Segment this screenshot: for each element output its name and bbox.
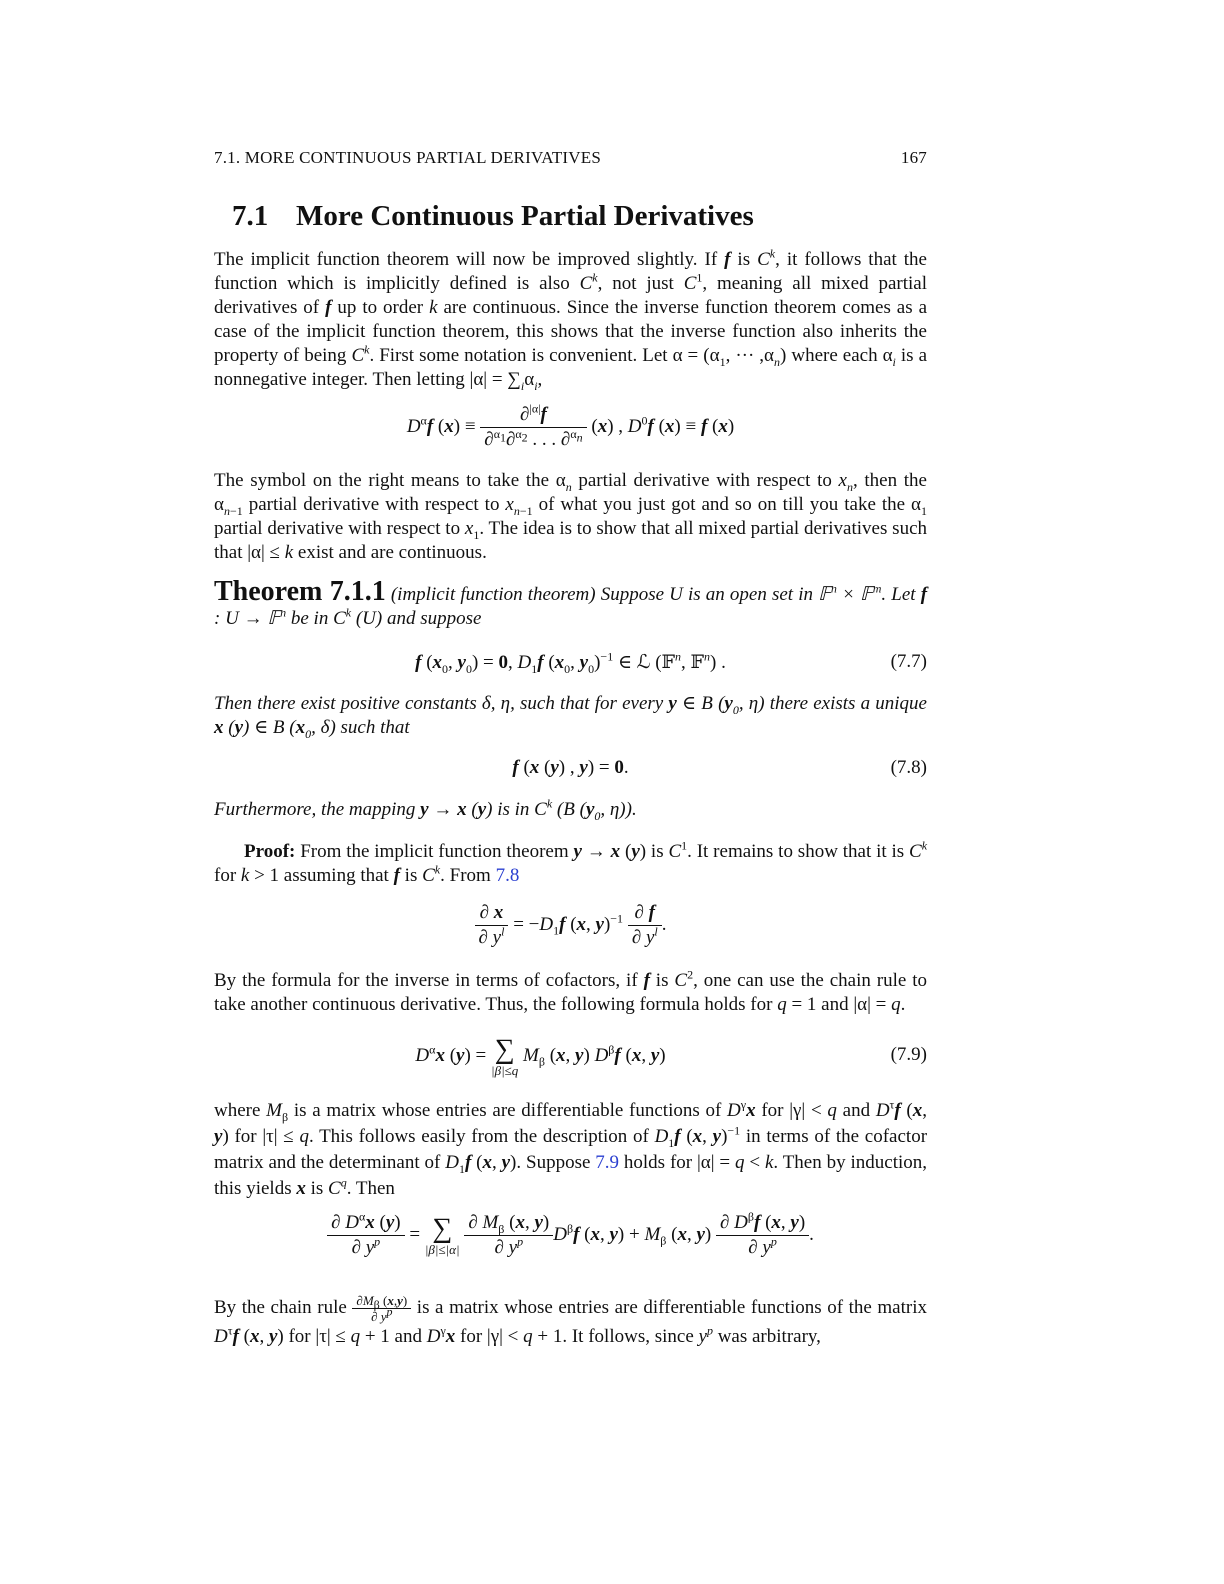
equation-7-7: f ($x_0$, $y_0) = 0$, $D_1f$ ($x_0$, $y_0)^{-1}$ ∈ ℒ (𝔽$^n$, 𝔽$^n$) . (7.7)	[415, 649, 927, 676]
equation-number: (7.8)	[890, 757, 927, 778]
chain-rule-paragraph: By the chain rule $\frac{\partial M_\beta (x,y)}{\partial y^p}$ is a matrix whose entries are differentiable functions of the matrix $D^\tau f$ (x, y) for |τ| ≤ q + 1 and $D^\gamma x$ for |γ| < q + 1. It follows, since $y^p$ was arbitrary,	[214, 1293, 927, 1348]
equation-7-8: f (x (y) , y) = 0. (7.8)	[512, 757, 927, 778]
section-heading	[232, 200, 754, 233]
equation-reference-link[interactable]: 7.9	[595, 1152, 620, 1173]
running-header	[214, 148, 927, 168]
equation-multiindex: $D^\alpha f$ (x) ≡ $\frac{\partial^{|\alpha|}f}{\partial^{\alpha_1}\partial^{\alpha_2} . . . \partial^{\alpha_n}}$ (x) , $D^0f$ (x) ≡ f (x)	[406, 401, 735, 450]
page-number: 167	[900, 148, 927, 167]
equation-number: (7.9)	[890, 1044, 927, 1065]
matrix-paragraph: where $M_\beta$ is a matrix whose entries are differentiable functions of $D^\gamma x$ for |γ| < q and $D^\tau f$ (x, y) for |τ| ≤ q. This follows easily from the description of $D_1f$ (x, y)$^{-1}$ in terms of the cofactor matrix and the determinant of $D_1f$ (x, y). Suppose 7.9 holds for |α| = q < k. Then by induction, this yields x is $C^q$. Then	[214, 1097, 928, 1199]
equation-7-9: $D^\alpha x$ (y) = ∑ |β|≤q $M_\beta$ (x, y) $D^\beta f$ (x, y) (7.9)	[415, 1034, 927, 1078]
symbol-paragraph: The symbol on the right means to take the $\alpha_n$ partial derivative with respect to $x_n$, then the $\alpha_{n-1}$ partial derivative with respect to $x_{n-1}$ of what you just got and so on till you take the $\alpha_1$ partial derivative with respect to $x_1$. The idea is to show that all mixed partial derivatives such that |α| ≤ k exist and are continuous.	[214, 470, 927, 563]
theorem-label: Theorem 7.1.1	[214, 576, 386, 607]
theorem-continuation: Then there exist positive constants δ, η, such that for every y ∈ B ($y_0$, η) there exists a unique x (y) ∈ B ($x_0$, δ) such that	[214, 693, 927, 741]
cofactor-paragraph: By the formula for the inverse in terms of cofactors, if f is $C^2$, one can use the chain rule to take another continuous derivative. Thus, the following formula holds for q = 1 and |α| = q.	[214, 967, 927, 1015]
running-title: 7.1. MORE CONTINUOUS PARTIAL DERIVATIVES	[214, 148, 601, 167]
equation-reference-link[interactable]: 7.8	[495, 865, 520, 886]
theorem-name: (implicit function theorem)	[390, 584, 596, 605]
equation-derivative-x: $\frac{\partial x}{\partial y^l}$ = $-D_1f$ (x, y)$^{-1}$ $\frac{\partial f}{\partial y^l}$ .	[214, 902, 927, 949]
section-number: 7.1	[232, 200, 269, 232]
theorem-conclusion: Furthermore, the mapping y → x (y) is in $C^k$ (B ($y_0$, η)).	[214, 796, 637, 823]
intro-paragraph: The implicit function theorem will now be improved slightly. If f is $C^k$, it follows that the function which is implicitly defined is also $C^k$, not just $C^1$, meaning all mixed partial derivatives of f up to order k are continuous. Since the inverse function theorem comes as a case of the implicit function theorem, this shows that the inverse function also inherits the property of being $C^k$. First some notation is convenient. Let $\alpha = (\alpha_1$, ··· $,\alpha_n$) where each $\alpha_i$ is a nonnegative integer. Then letting $|\alpha| = \sum_i\alpha_i$,	[214, 246, 928, 393]
theorem-statement: Theorem 7.1.1 (implicit function theorem) Suppose U is an open set in 𝔽$^n$ × 𝔽$^m$. Let f : U → 𝔽$^n$ be in $C^k$ (U) and suppose	[214, 576, 928, 629]
equation-induction: $\frac{\partial D^\alpha x (y)}{\partial y^p}$ = ∑ |β|≤|α| $\frac{\partial M_\beta (x, y)}{\partial y^p}$ $D^\beta f$ (x, $y) + M_\beta$ (x, y) $\frac{\partial D^\beta f (x, y)}{\partial y^p}$ .	[214, 1212, 927, 1259]
proof-label: Proof:	[244, 841, 296, 862]
equation-number: (7.7)	[890, 651, 927, 672]
proof-paragraph: Proof: From the implicit function theorem y → x (y) is $C^1$. It remains to show that it is $C^k$ for k > 1 assuming that f is $C^k$. From 7.8	[214, 838, 928, 886]
section-title: More Continuous Partial Derivatives	[296, 200, 754, 232]
